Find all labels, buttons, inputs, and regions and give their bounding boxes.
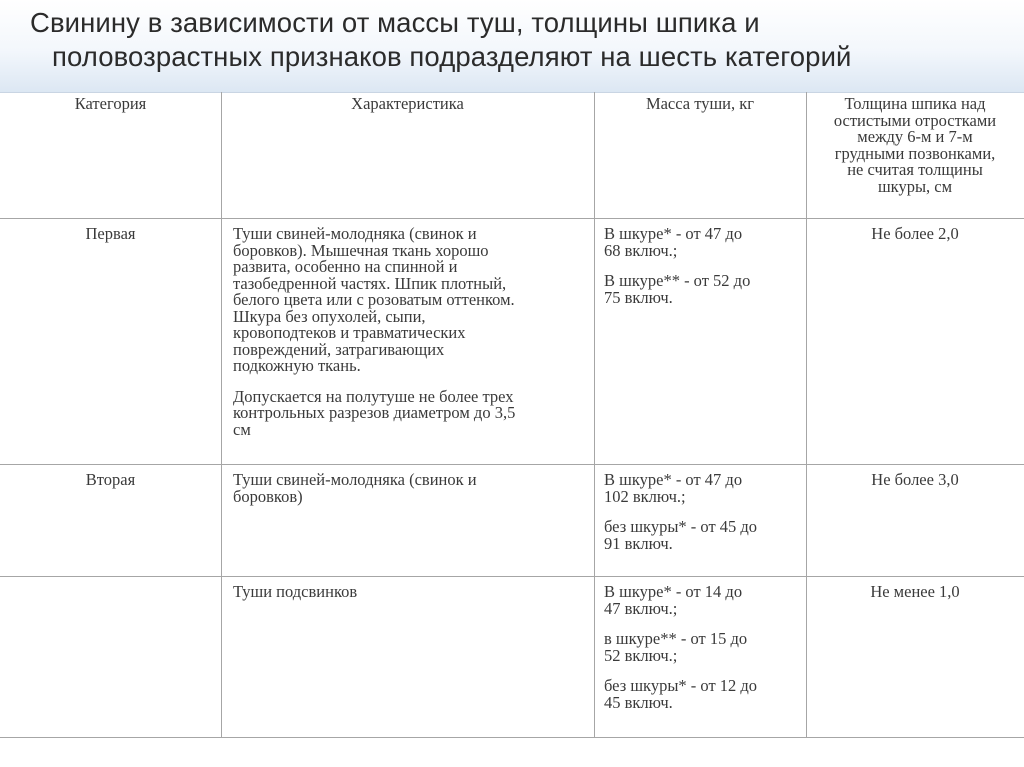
col-divider-1	[221, 92, 222, 737]
text-line: Туши подсвинков	[233, 582, 358, 601]
row-divider-1	[0, 464, 1024, 465]
header-fat-line: шкуры, см	[877, 176, 953, 196]
slide-title	[30, 6, 1010, 74]
row-1-mass-para-1	[604, 226, 804, 259]
text-line: тазобедренной частях. Шпик плотный,	[233, 273, 507, 293]
text-line: боровков)	[233, 486, 303, 506]
header-fat-line: остистыми отростками	[833, 110, 997, 130]
header-fat-line: между 6-м и 7-м	[857, 127, 973, 146]
text-line: В шкуре* - от 14 до	[604, 582, 743, 601]
row-3-characteristic	[233, 584, 588, 601]
text-line: 47 включ.;	[604, 598, 678, 618]
header-characteristic: Характеристика	[351, 94, 464, 113]
text-line: 52 включ.;	[604, 645, 678, 665]
row-3-mass-para-2	[604, 631, 804, 664]
row-3-mass-para-1	[604, 584, 804, 617]
row-2-characteristic	[233, 472, 588, 505]
row-3-fat: Не менее 1,0	[870, 582, 960, 601]
row-divider-3	[0, 737, 1024, 738]
row-1-fat: Не более 2,0	[871, 224, 959, 243]
text-line: В шкуре** - от 52 до	[604, 271, 751, 290]
title-line-2: половозрастных признаков подразделяют на шесть категорий	[52, 41, 852, 72]
text-line: развита, особенно на спинной и	[233, 257, 458, 276]
text-line: Шкура без опухолей, сыпи,	[233, 306, 426, 326]
text-line: контрольных разрезов диаметром до 3,5	[233, 403, 516, 422]
header-fat-line: Толщина шпика над	[844, 94, 986, 113]
row-3-mass	[604, 584, 804, 711]
row-1-char-para-1	[233, 226, 588, 375]
text-line: см	[233, 419, 251, 439]
row-1-characteristic	[233, 226, 588, 438]
header-category: Категория	[74, 94, 147, 113]
text-line: 75 включ.	[604, 287, 673, 307]
text-line: В шкуре* - от 47 до	[604, 224, 743, 243]
text-line: боровков). Мышечная ткань хорошо	[233, 240, 489, 260]
row-3-mass-para-3	[604, 678, 804, 711]
row-divider-2	[0, 576, 1024, 577]
text-line: в шкуре** - от 15 до	[604, 629, 748, 648]
text-line: белого цвета или с розоватым оттенком.	[233, 290, 515, 309]
row-1-mass	[604, 226, 804, 306]
text-line: Туши свиней-молодняка (свинок и	[233, 470, 477, 489]
text-line: повреждений, затрагивающих	[233, 339, 445, 359]
text-line: без шкуры* - от 45 до	[604, 517, 758, 536]
row-2-mass-para-2	[604, 519, 804, 552]
row-3-char-para-1	[233, 584, 588, 601]
text-line: 102 включ.;	[604, 486, 686, 506]
text-line: кровоподтеков и травматических	[233, 323, 466, 342]
text-line: 68 включ.;	[604, 240, 678, 260]
row-2-fat: Не более 3,0	[871, 470, 959, 489]
text-line: Допускается на полутуше не более трех	[233, 386, 514, 406]
text-line: подкожную ткань.	[233, 356, 361, 375]
title-line-1: Свинину в зависимости от массы туш, толщины шпика и	[30, 7, 760, 38]
col-divider-2	[594, 92, 595, 737]
header-mass: Масса туши, кг	[645, 94, 755, 113]
row-2-mass-para-1	[604, 472, 804, 505]
text-line: без шкуры* - от 12 до	[604, 676, 758, 695]
header-fat-line: не считая толщины	[847, 160, 983, 179]
header-fat-line: грудными позвонками,	[834, 143, 996, 163]
header-fat-thickness	[806, 96, 1024, 195]
text-line: В шкуре* - от 47 до	[604, 470, 743, 489]
row-1-category: Первая	[85, 224, 136, 243]
row-2-mass	[604, 472, 804, 552]
row-1-mass-para-2	[604, 273, 804, 306]
text-line: 91 включ.	[604, 533, 673, 553]
text-line: Туши свиней-молодняка (свинок и	[233, 224, 477, 243]
title-bar	[0, 0, 1024, 93]
row-1-char-para-2	[233, 386, 588, 439]
row-2-category: Вторая	[85, 470, 136, 489]
categories-table	[0, 92, 1024, 767]
row-divider-header	[0, 218, 1024, 219]
row-2-char-para-1	[233, 472, 588, 505]
text-line: 45 включ.	[604, 692, 673, 712]
